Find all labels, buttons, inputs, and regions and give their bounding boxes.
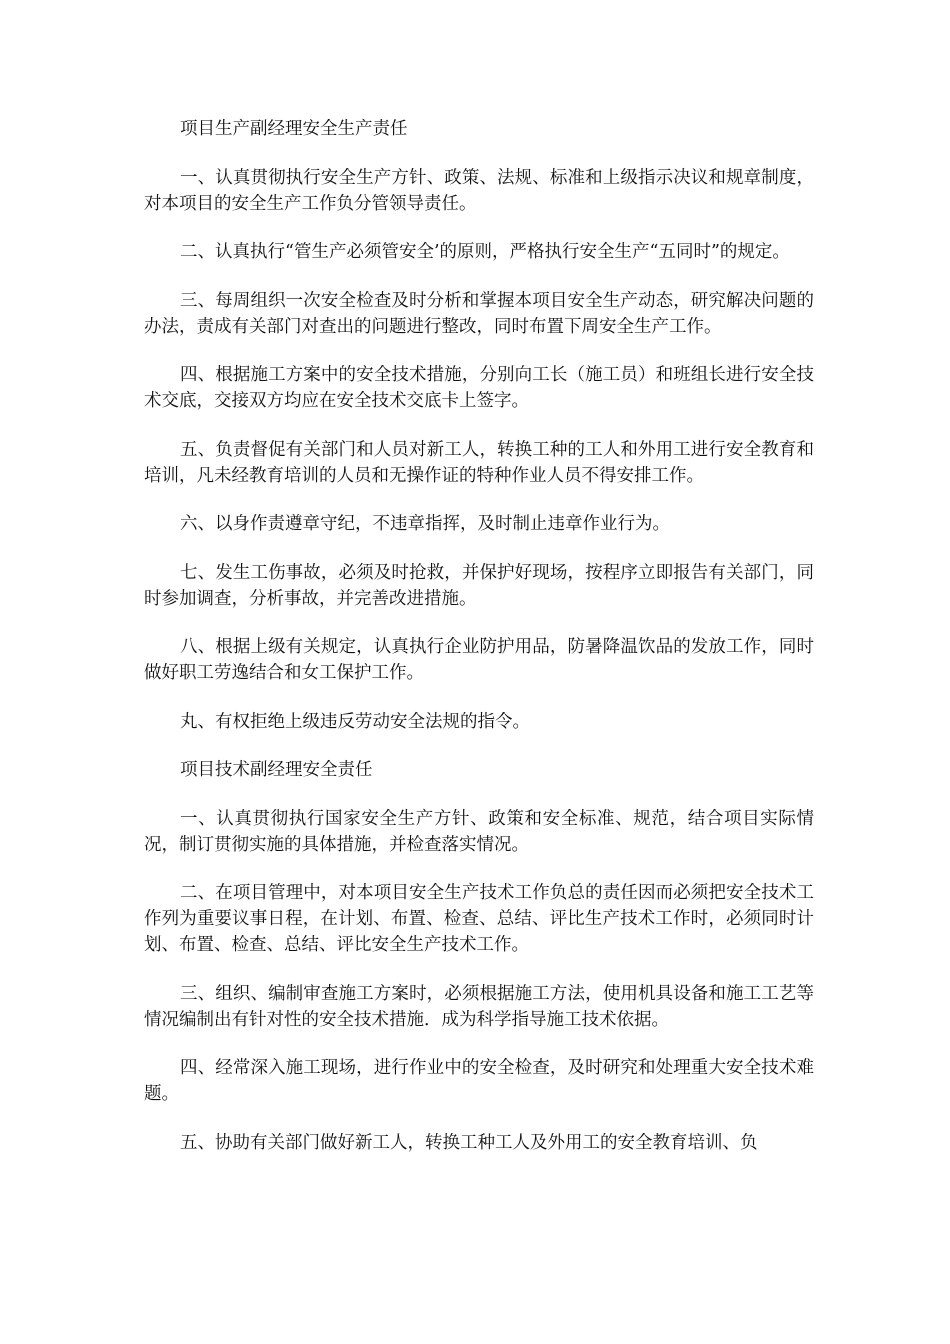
paragraph-tech-item-4: 四、经常深入施工现场，进行作业中的安全检查，及时研究和处理重大安全技术难题。: [144, 1058, 814, 1104]
paragraph-item-9: 丸、有权拒绝上级违反劳动安全法规的指令。: [180, 711, 530, 732]
paragraph-tech-item-2: 二、在项目管理中，对本项目安全生产技术工作负总的责任因而必须把安全技术工作列为重要议事日程，在计划、布置、检查、总结、评比生产技术工作时，必须同时计划、布置、检查、总结、评比安全生产技术工作。: [144, 883, 814, 955]
paragraph-item-3: 三、每周组织一次安全检查及时分析和掌握本项目安全生产动态，研究解决问题的办法，责成有关部门对查出的问题进行整改，同时布置下周安全生产工作。: [144, 290, 814, 337]
paragraph-item-5: 五、负责督促有关部门和人员对新工人，转换工种的工人和外用工进行安全教育和培训，凡未经教育培训的人员和无操作证的特种作业人员不得安排工作。: [144, 439, 814, 486]
section-title-technical-manager: 项目技术副经理安全责任: [180, 760, 373, 780]
section-title-production-manager: 项目生产副经理安全生产责任: [180, 119, 408, 139]
paragraph-item-1: 一、认真贯彻执行安全生产方针、政策、法规、标准和上级指示决议和规章制度，对本项目的安全生产工作负分管领导责任。: [144, 167, 814, 214]
paragraph-tech-item-5: 五、协助有关部门做好新工人，转换工种工人及外用工的安全教育培训、负: [180, 1132, 758, 1153]
paragraph-tech-item-1: 一、认真贯彻执行国家安全生产方针、政策和安全标准、规范，结合项目实际情况，制订贯彻实施的具体措施，并检查落实情况。: [144, 808, 814, 855]
paragraph-item-4: 四、根据施工方案中的安全技术措施，分别向工长（施工员）和班组长进行安全技术交底，交接双方均应在安全技术交底卡上签字。: [144, 365, 814, 411]
paragraph-item-7: 七、发生工伤事故，必须及时抢救，并保护好现场，按程序立即报告有关部门，同时参加调查，分析事故，并完善改进措施。: [144, 562, 814, 609]
document-body: [144, 116, 814, 1178]
paragraph-tech-item-3: 三、组织、编制审查施工方案时，必须根据施工方法，使用机具设备和施工工艺等情况编制出有针对性的安全技术措施．成为科学指导施工技术依据。: [144, 983, 814, 1030]
paragraph-item-2: 二、认真执行“管生产必须管安全’的原则，严格执行安全生产“五同时”的规定。: [180, 242, 790, 262]
paragraph-item-6: 六、以身作责遵章守纪，不违章指挥，及时制止违章作业行为。: [180, 514, 670, 534]
paragraph-item-8: 八、根据上级有关规定，认真执行企业防护用品，防暑降温饮品的发放工作，同时做好职工劳逸结合和女工保护工作。: [144, 637, 814, 683]
